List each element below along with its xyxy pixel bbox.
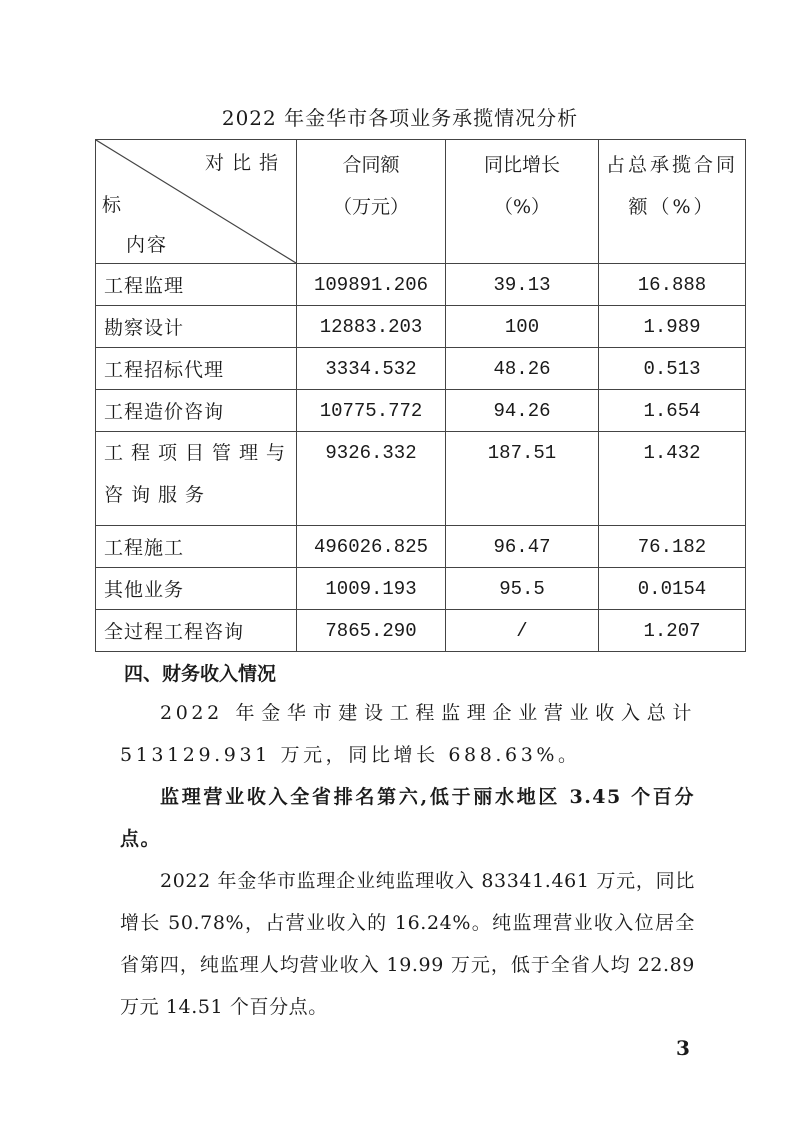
table-row xyxy=(96,348,746,390)
row-amount: 1009.193 xyxy=(297,568,446,610)
row-growth: 95.5 xyxy=(446,568,599,610)
row-item: 其他业务 xyxy=(96,568,297,610)
row-share: 1.654 xyxy=(599,390,746,432)
row-item: 全过程工程咨询 xyxy=(96,610,297,652)
header-growth-line2: （%） xyxy=(493,196,551,218)
row-item: 工程造价咨询 xyxy=(96,390,297,432)
table-row xyxy=(96,610,746,652)
corner-label-bottom: 内容 xyxy=(126,234,169,256)
table-row xyxy=(96,264,746,306)
row-share: 0.0154 xyxy=(599,568,746,610)
row-share: 76.182 xyxy=(599,526,746,568)
header-amount xyxy=(297,140,446,264)
row-amount: 496026.825 xyxy=(297,526,446,568)
corner-header-cell xyxy=(96,140,297,264)
header-share-line1: 占总承揽合同 xyxy=(605,154,738,176)
header-growth xyxy=(446,140,599,264)
row-share: 16.888 xyxy=(599,264,746,306)
row-amount: 12883.203 xyxy=(297,306,446,348)
row-amount: 3334.532 xyxy=(297,348,446,390)
page-number: 3 xyxy=(676,1036,690,1060)
row-share: 0.513 xyxy=(599,348,746,390)
corner-label-middle: 标 xyxy=(102,194,122,216)
row-item: 工程招标代理 xyxy=(96,348,297,390)
row-amount: 109891.206 xyxy=(297,264,446,306)
table-row xyxy=(96,306,746,348)
header-share-line2: 额（%） xyxy=(628,196,716,218)
table-row xyxy=(96,526,746,568)
row-share: 1.207 xyxy=(599,610,746,652)
paragraph-revenue-total: 2022 年金华市建设工程监理企业营业收入总计513129.931 万元，同比增长 688.63%。 xyxy=(120,702,695,766)
table-header-row xyxy=(96,140,746,264)
row-item: 工程项目管理与咨询服务 xyxy=(96,432,297,526)
row-growth: 96.47 xyxy=(446,526,599,568)
table-row xyxy=(96,390,746,432)
section-heading: 四、财务收入情况 xyxy=(124,663,277,685)
corner-label-top: 对比指 xyxy=(204,152,286,174)
row-amount: 10775.772 xyxy=(297,390,446,432)
header-amount-line2: （万元） xyxy=(332,196,409,218)
row-growth: 48.26 xyxy=(446,348,599,390)
row-share: 1.989 xyxy=(599,306,746,348)
row-growth: 94.26 xyxy=(446,390,599,432)
table-row xyxy=(96,568,746,610)
paragraph-pure-supervision: 2022 年金华市监理企业纯监理收入 83341.461 万元，同比增长 50.78%，占营业收入的 16.24%。纯监理营业收入位居全省第四，纯监理人均营业收入 19.99 万元，低于全省人均 22.89 万元 14.51 个百分点。 xyxy=(120,870,695,1018)
row-item: 工程监理 xyxy=(96,264,297,306)
business-table xyxy=(95,139,746,652)
row-growth: 39.13 xyxy=(446,264,599,306)
row-item: 工程施工 xyxy=(96,526,297,568)
table-row xyxy=(96,432,746,526)
header-share xyxy=(599,140,746,264)
table-title: 2022 年金华市各项业务承揽情况分析 xyxy=(221,106,579,130)
header-growth-line1: 同比增长 xyxy=(483,154,560,176)
row-amount: 7865.290 xyxy=(297,610,446,652)
row-growth: / xyxy=(446,610,599,652)
row-growth: 187.51 xyxy=(446,432,599,526)
header-amount-line1: 合同额 xyxy=(342,154,400,176)
row-item: 勘察设计 xyxy=(96,306,297,348)
row-growth: 100 xyxy=(446,306,599,348)
row-share: 1.432 xyxy=(599,432,746,526)
row-amount: 9326.332 xyxy=(297,432,446,526)
paragraph-ranking: 监理营业收入全省排名第六,低于丽水地区 3.45 个百分点。 xyxy=(120,786,695,850)
